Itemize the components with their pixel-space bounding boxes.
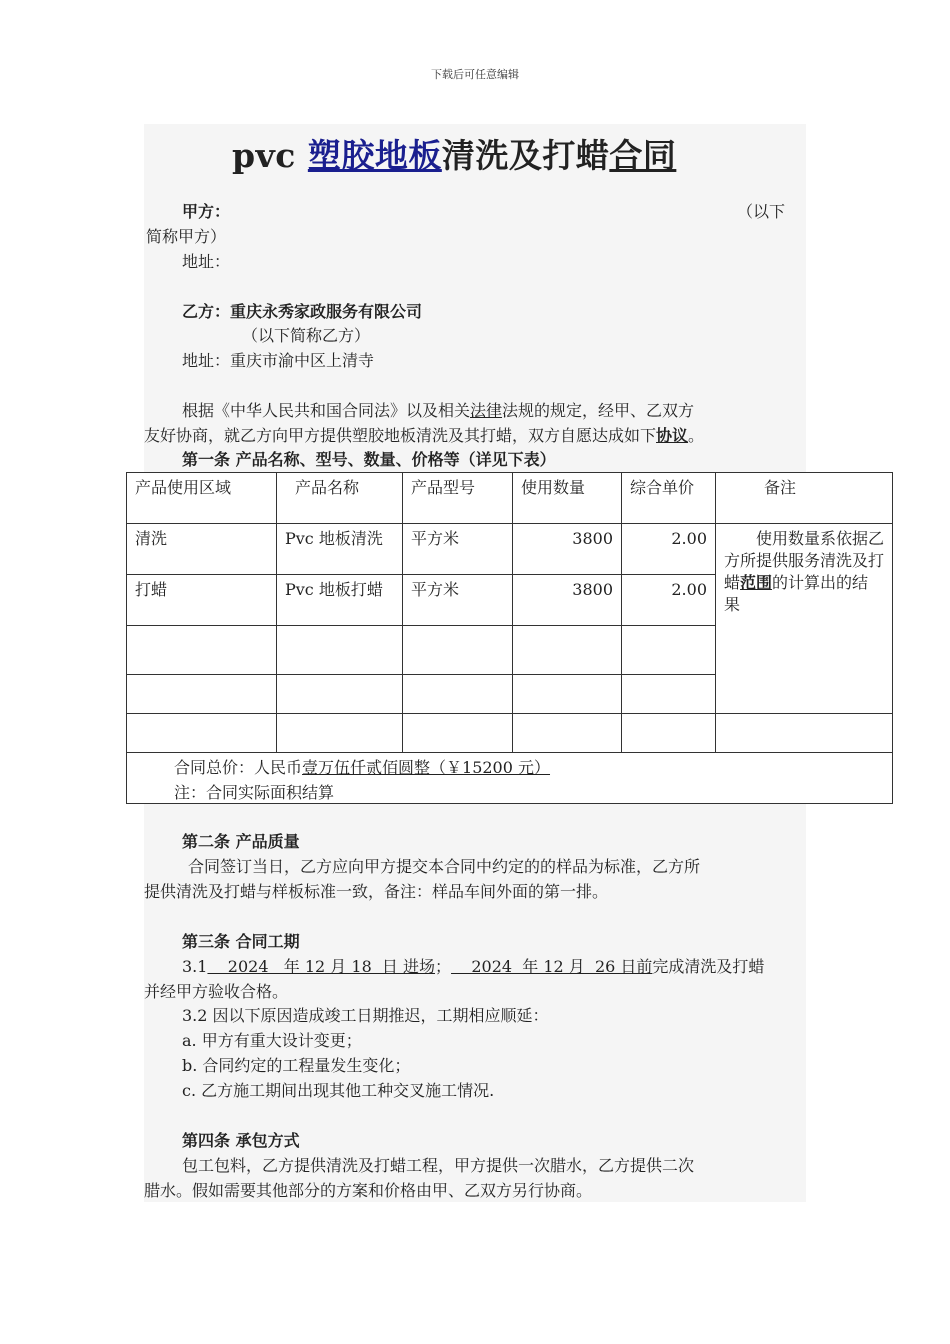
table-header-row	[127, 473, 893, 524]
title-prefix: pvc	[232, 136, 296, 175]
header-model: 产品型号	[403, 473, 513, 524]
title-link[interactable]: 塑胶地板	[307, 136, 442, 175]
article-3-heading: 第三条 合同工期	[182, 932, 300, 951]
header-qty: 使用数量	[513, 473, 622, 524]
intro-line-1	[182, 401, 694, 421]
party-a-suffix-cont: 简称甲方）	[146, 227, 227, 246]
title-middle: 清洗及打蜡	[441, 136, 610, 175]
entry-date: 2024 年 12 月 18 日 进场	[207, 957, 436, 976]
header-note: 下载后可任意编辑	[431, 68, 519, 81]
total-label: 合同总价：人民币	[174, 758, 303, 777]
article-3-item-a: a. 甲方有重大设计变更；	[182, 1031, 362, 1050]
article-2-line-2: 提供清洗及打蜡与样板标准一致，备注：样品车间外面的第一排。	[144, 882, 609, 901]
article-4-line-1: 包工包料，乙方提供清洗及打蜡工程，甲方提供一次腊水，乙方提供二次	[182, 1156, 695, 1175]
cell-price: 2.00	[622, 575, 716, 626]
remark-text: 的计算出的结果	[724, 573, 869, 614]
cell-area: 清洗	[127, 524, 277, 575]
header-area: 产品使用区域	[127, 473, 277, 524]
party-a-suffix: （以下	[737, 202, 786, 221]
cell-area: 打蜡	[127, 575, 277, 626]
cell-name: Pvc 地板清洗	[277, 524, 403, 575]
document-title	[232, 130, 676, 177]
remark-text: 使用数量系依据乙方所提供服务清洗及打蜡	[724, 529, 885, 592]
intro-line-2	[144, 426, 704, 446]
table-row	[127, 524, 893, 575]
article-2-heading: 第二条 产品质量	[182, 832, 300, 851]
intro-text: 法规的规定，经甲、乙双方	[502, 401, 695, 420]
area-note: 注：合同实际面积结算	[174, 783, 335, 802]
intro-text: 根据《中华人民共和国合同法》以及相关	[182, 401, 471, 420]
completion-date: 2024 年 12 月 26 日前	[451, 957, 653, 976]
party-a-address: 地址：	[182, 252, 231, 271]
cell-model: 平方米	[403, 575, 513, 626]
law-link[interactable]: 法律	[470, 401, 503, 420]
party-a-label: 甲方：	[182, 202, 231, 221]
article-4-line-2: 腊水。假如需要其他部分的方案和价格由甲、乙双方另行协商。	[144, 1181, 593, 1200]
contract-total	[174, 755, 550, 778]
scope-link[interactable]: 范围	[740, 573, 773, 592]
cell-name: Pvc 地板打蜡	[277, 575, 403, 626]
article-3-item-c: c. 乙方施工期间出现其他工种交叉施工情况.	[182, 1081, 495, 1100]
agreement-link[interactable]: 协议	[656, 426, 689, 445]
cell-model: 平方米	[403, 524, 513, 575]
article-3-item-b: b. 合同约定的工程量发生变化；	[182, 1056, 411, 1075]
header-price: 综合单价	[622, 473, 716, 524]
header-name: 产品名称	[277, 473, 403, 524]
intro-text: 。	[688, 426, 705, 445]
header-remark: 备注	[716, 473, 893, 524]
intro-text: 友好协商，就乙方向甲方提供塑胶地板清洗及其打蜡，双方自愿达成如下	[144, 426, 657, 445]
article-2-line-1: 合同签订当日，乙方应向甲方提交本合同中约定的的样品为标准，乙方所	[188, 857, 701, 876]
article-3-line-3: 3.2 因以下原因造成竣工日期推迟，工期相应顺延：	[182, 1006, 549, 1025]
party-b-address: 地址：重庆市渝中区上清寺	[182, 351, 375, 370]
table-row-empty	[127, 714, 893, 753]
cell-remark	[716, 524, 893, 714]
separator: ；	[435, 957, 452, 976]
article-3-line-1	[182, 957, 764, 977]
article-1-heading: 第一条 产品名称、型号、数量、价格等（详见下表）	[182, 450, 556, 469]
cell-qty: 3800	[513, 575, 622, 626]
cell-price: 2.00	[622, 524, 716, 575]
cell-qty: 3800	[513, 524, 622, 575]
party-b-alias: （以下简称乙方）	[242, 326, 371, 345]
total-value: 壹万伍仟贰佰圆整（￥15200 元）	[302, 758, 551, 777]
clause-number: 3.1	[182, 957, 208, 976]
clause-text: 完成清洗及打蜡	[652, 957, 765, 976]
article-4-heading: 第四条 承包方式	[182, 1131, 300, 1150]
title-end: 合同	[609, 136, 677, 175]
article-3-line-2: 并经甲方验收合格。	[144, 982, 289, 1001]
party-b-label: 乙方：重庆永秀家政服务有限公司	[182, 302, 423, 321]
